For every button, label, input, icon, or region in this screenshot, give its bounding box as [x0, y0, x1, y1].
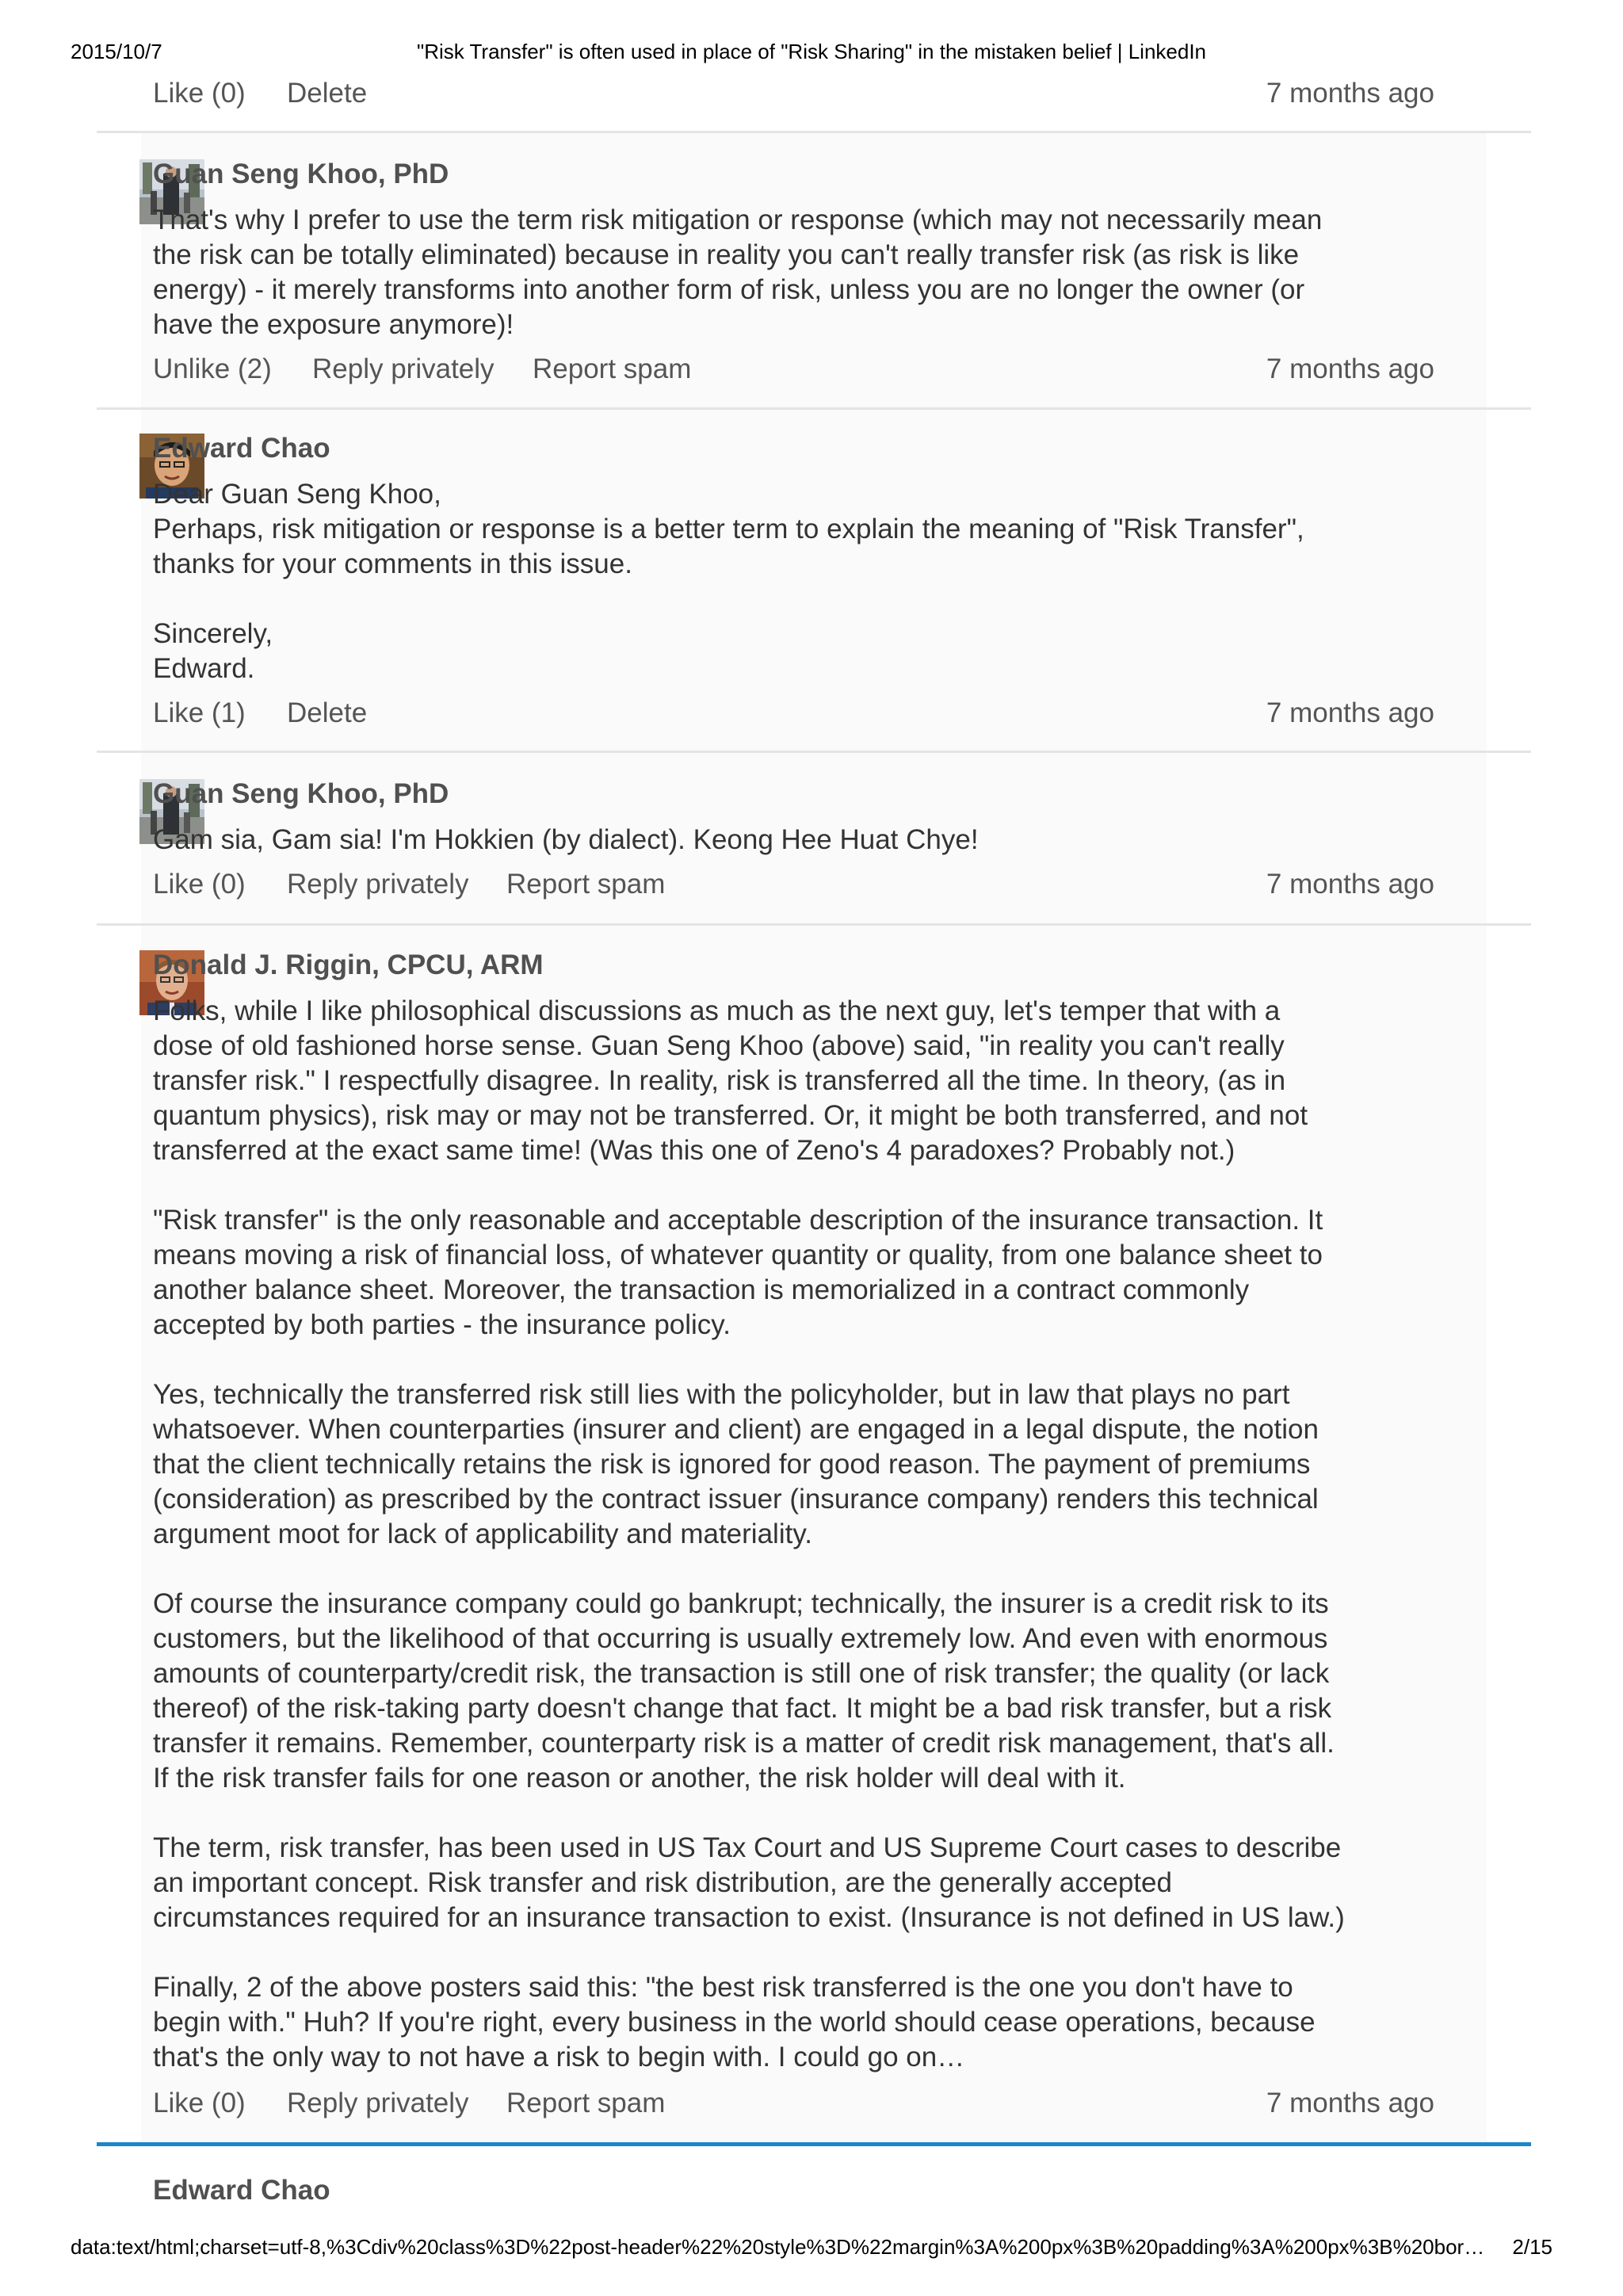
page-number: 2/15: [1512, 2235, 1552, 2259]
delete-button[interactable]: Delete: [287, 78, 368, 109]
comment-actions: [153, 697, 1434, 732]
report-spam-button[interactable]: Report spam: [506, 2088, 666, 2118]
comment-timestamp: 7 months ago: [1266, 2088, 1434, 2118]
comment-line: Of course the insurance company could go bankrupt; technically, the insurer is a credit risk to its: [153, 1588, 1329, 1619]
comment-line: energy) - it merely transforms into another form of risk, unless you are no longer the owner (or: [153, 274, 1305, 305]
comment-text: [153, 823, 1437, 858]
comment-line: Yes, technically the transferred risk still lies with the policyholder, but in law that plays no part: [153, 1379, 1290, 1410]
comment-line: means moving a risk of financial loss, of whatever quantity or quality, from one balance sheet to: [153, 1240, 1323, 1270]
report-spam-button[interactable]: Report spam: [506, 869, 666, 900]
comment-line: have the exposure anymore)!: [153, 309, 514, 340]
comment-line: begin with." Huh? If you're right, every business in the world should cease operations, because: [153, 2007, 1316, 2038]
comment-line: that the client technically retains the risk is ignored for good reason. The payment of premiums: [153, 1449, 1311, 1480]
comment-line: dose of old fashioned horse sense. Guan Seng Khoo (above) said, "in reality you can't really: [153, 1030, 1285, 1061]
comment-line: If the risk transfer fails for one reason or another, the risk holder will deal with it.: [153, 1763, 1126, 1794]
comment-line: thereof) of the risk-taking party doesn't change that fact. It might be a bad risk transfer, but a risk: [153, 1693, 1332, 1724]
comment-line: accepted by both parties - the insurance policy.: [153, 1309, 731, 1340]
comment-timestamp: 7 months ago: [1266, 697, 1434, 728]
comment-line: Edward.: [153, 653, 255, 684]
comment-author[interactable]: Guan Seng Khoo, PhD: [153, 778, 449, 809]
comment-line: Perhaps, risk mitigation or response is a better term to explain the meaning of "Risk Transfer",: [153, 514, 1304, 544]
comment-line: transfer it remains. Remember, counterparty risk is a matter of credit risk management, that's all.: [153, 1728, 1335, 1759]
comment-timestamp: 7 months ago: [1266, 78, 1434, 109]
print-url: data:text/html;charset=utf-8,%3Cdiv%20class%3D%22post-header%22%20style%3D%22margin%3A%200px%3B%20padding%3A%200px%3B%20bor…: [71, 2235, 1485, 2259]
comment-line: Finally, 2 of the above posters said this: "the best risk transferred is the one you don't have to: [153, 1972, 1293, 2003]
comment-line: (consideration) as prescribed by the contract issuer (insurance company) renders this technical: [153, 1484, 1319, 1515]
comment-line: Sincerely,: [153, 618, 273, 649]
comment-line: The term, risk transfer, has been used in US Tax Court and US Supreme Court cases to describe: [153, 1832, 1342, 1863]
comment-line: transfer risk." I respectfully disagree. In reality, risk is transferred all the time. In theory, (as in: [153, 1065, 1286, 1096]
comment-line: the risk can be totally eliminated) because in reality you can't really transfer risk (as risk is like: [153, 239, 1300, 270]
comment-author[interactable]: Guan Seng Khoo, PhD: [153, 159, 449, 189]
comment-author[interactable]: Donald J. Riggin, CPCU, ARM: [153, 949, 544, 980]
report-spam-button[interactable]: Report spam: [533, 353, 692, 384]
comment-line: that's the only way to not have a risk to begin with. I could go on…: [153, 2042, 965, 2073]
comment-actions: [153, 353, 1434, 388]
comment-text: [153, 994, 1437, 2075]
print-title: "Risk Transfer" is often used in place of "Risk Sharing" in the mistaken belief | LinkedIn: [416, 40, 1207, 63]
like-button[interactable]: Like (0): [153, 78, 246, 109]
like-button[interactable]: Like (0): [153, 2088, 246, 2118]
delete-button[interactable]: Delete: [287, 697, 368, 728]
comment-line: transferred at the exact same time! (Was this one of Zeno's 4 paradoxes? Probably not.): [153, 1135, 1235, 1166]
comment-timestamp: 7 months ago: [1266, 353, 1434, 384]
comment-line: an important concept. Risk transfer and risk distribution, are the generally accepted: [153, 1867, 1172, 1898]
comment-line: Folks, while I like philosophical discussions as much as the next guy, let's temper that with a: [153, 995, 1281, 1026]
print-header: [0, 0, 1623, 63]
print-date: 2015/10/7: [71, 40, 162, 63]
print-footer: [0, 2235, 1623, 2275]
comment-line: argument moot for lack of applicability and materiality.: [153, 1519, 812, 1549]
comment-line: customers, but the likelihood of that occurring is usually extremely low. And even with enormous: [153, 1623, 1328, 1654]
comment-actions: [153, 869, 1434, 904]
reply-privately-button[interactable]: Reply privately: [287, 869, 469, 900]
comment-line: Gam sia, Gam sia! I'm Hokkien (by dialect). Keong Hee Huat Chye!: [153, 824, 979, 855]
like-button[interactable]: Like (1): [153, 697, 246, 728]
comment-actions: [153, 2088, 1434, 2122]
comment-author[interactable]: Edward Chao: [153, 2175, 330, 2206]
comment-line: amounts of counterparty/credit risk, the transaction is still one of risk transfer; the quality (or lack: [153, 1658, 1330, 1689]
comment-line: "Risk transfer" is the only reasonable and acceptable description of the insurance transaction. It: [153, 1205, 1323, 1236]
comment-line: quantum physics), risk may or may not be transferred. Or, it might be both transferred, and not: [153, 1100, 1308, 1131]
unlike-button[interactable]: Unlike (2): [153, 353, 272, 384]
comment-text: [153, 477, 1437, 686]
divider-highlight: [97, 2142, 1531, 2146]
comment-text: [153, 203, 1437, 342]
comment-line: whatsoever. When counterparties (insurer and client) are engaged in a legal dispute, the notion: [153, 1414, 1319, 1445]
reply-privately-button[interactable]: Reply privately: [312, 353, 495, 384]
comment-line: thanks for your comments in this issue.: [153, 548, 632, 579]
comment-line: circumstances required for an insurance transaction to exist. (Insurance is not defined in US law.): [153, 1902, 1345, 1933]
comment-line: another balance sheet. Moreover, the transaction is memorialized in a contract commonly: [153, 1274, 1250, 1305]
comment-line: Dear Guan Seng Khoo,: [153, 479, 441, 510]
comment-author[interactable]: Edward Chao: [153, 433, 330, 464]
like-button[interactable]: Like (0): [153, 869, 246, 900]
reply-privately-button[interactable]: Reply privately: [287, 2088, 469, 2118]
comment-line: That's why I prefer to use the term risk mitigation or response (which may not necessarily mean: [153, 204, 1323, 235]
comment-timestamp: 7 months ago: [1266, 869, 1434, 900]
comment-actions: [153, 78, 1434, 113]
